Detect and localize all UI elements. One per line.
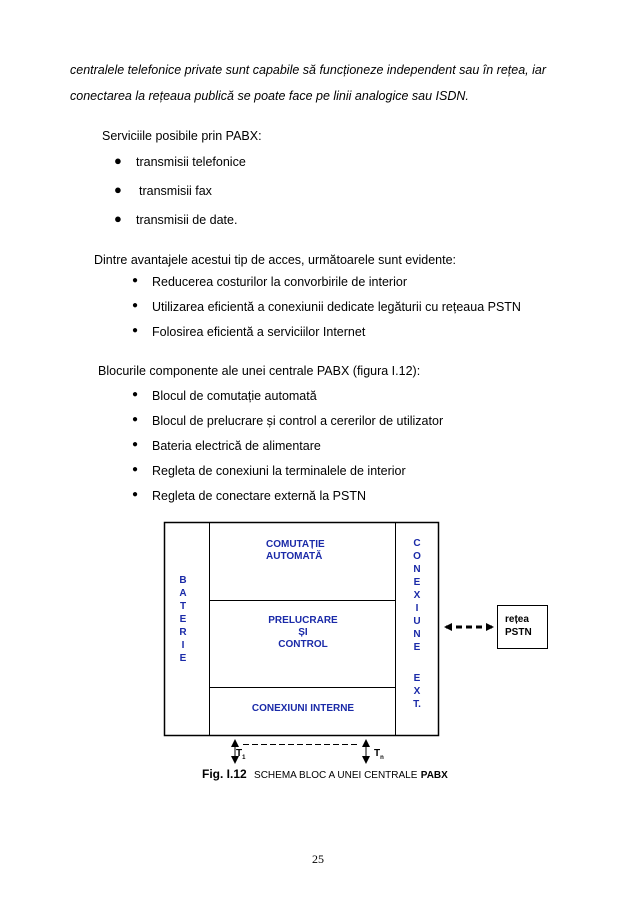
conexiune-label: C O N E X I U N E [413,538,421,653]
conexiuni-interne-label: CONEXIUNI INTERNE [251,703,355,714]
bullet-icon: ● [132,414,139,425]
baterie-label: B A T E R I E [179,575,187,664]
services-heading: Serviciile posibile prin PABX: [102,129,262,143]
prelucrare-label-1: PRELUCRARE [268,615,338,626]
services-item: transmisii telefonice [136,155,246,169]
bullet-icon: ● [132,439,139,450]
bullet-icon: ● [114,153,122,168]
comutatie-label-1: COMUTAȚIE [266,539,325,550]
blocks-item: Blocul de comutație automată [152,389,317,403]
caption-suffix: PABX [420,770,448,781]
bullet-icon: ● [132,389,139,400]
blocks-item: Regleta de conexiuni la terminalele de interior [152,464,406,478]
advantages-item: Utilizarea eficientă a conexiunii dedicate legăturii cu rețeaua PSTN [152,300,521,314]
blocks-item: Bateria electrică de alimentare [152,439,321,453]
intro-line-1: centralele telefonice private sunt capabile să funcționeze independent sau în rețea, iar [70,63,547,77]
intro-line-2: conectarea la rețeaua publică se poate face pe linii analogice sau ISDN. [70,89,469,103]
advantages-item: Folosirea eficientă a serviciilor Internet [152,325,366,339]
advantages-item: Reducerea costurilor la convorbirile de interior [152,275,407,289]
bullet-icon: ● [132,300,139,311]
ext-label: E X T. [413,673,421,710]
blocks-item: Blocul de prelucrare și control a cererilor de utilizator [152,414,444,428]
blocks-item: Regleta de conectare externă la PSTN [152,489,367,503]
prelucrare-label-2: ȘI [298,627,308,638]
comutatie-label-2: AUTOMATĂ [266,551,323,562]
blocks-heading: Blocurile componente ale unei centrale PABX (figura I.12): [98,364,421,378]
bullet-icon: ● [114,211,122,226]
advantages-heading: Dintre avantajele acestui tip de acces, următoarele sunt evidente: [94,253,457,267]
bullet-icon: ● [132,325,139,336]
page-number: 25 [312,852,324,866]
bullet-icon: ● [132,275,139,286]
figure-caption [202,767,448,781]
services-item: transmisii fax [139,184,212,198]
tn-label: $T_n$ [374,748,384,761]
services-item: transmisii de date. [136,213,238,227]
bullet-icon: ● [114,182,122,197]
prelucrare-label-3: CONTROL [278,639,328,650]
t1-label: $T_1$ [236,748,246,761]
caption-text: SCHEMA BLOC A UNEI CENTRALE [254,770,418,781]
bullet-icon: ● [132,489,139,500]
bullet-icon: ● [132,464,139,475]
pstn-label-2: PSTN [505,627,532,638]
caption-prefix: Fig. I.12 [202,767,247,781]
pstn-label-1: rețea [505,614,529,625]
